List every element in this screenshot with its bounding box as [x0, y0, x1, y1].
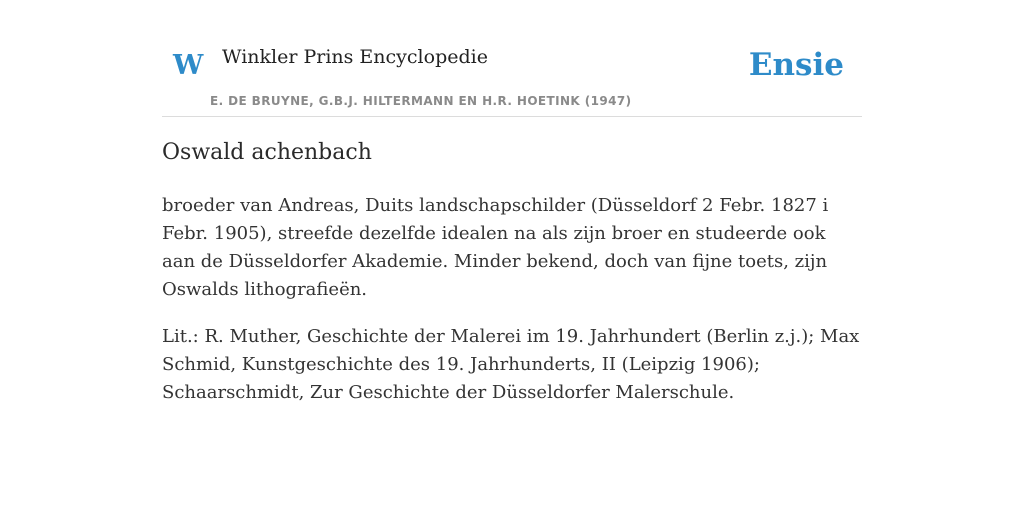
book-authors: E. DE BRUYNE, G.B.J. HILTERMANN EN H.R. HOETINK (1947) [210, 94, 632, 108]
entry-body [162, 192, 862, 426]
entry-title: Oswald achenbach [162, 140, 372, 165]
entry-paragraph-description: broeder van Andreas, Duits landschapschilder (Düsseldorf 2 Febr. 1827 i Febr. 1905), streefde dezelfde idealen na als zijn broer en studeerde ook aan de Düsseldorfer Akademie. Minder bekend, doch van fijne toets, zijn Oswalds lithografieën. [162, 195, 829, 300]
winkler-prins-logo[interactable]: W [173, 50, 204, 81]
page [162, 0, 862, 403]
header [162, 0, 862, 117]
book-title[interactable]: Winkler Prins Encyclopedie [222, 46, 488, 68]
entry-paragraph-literature: Lit.: R. Muther, Geschichte der Malerei im 19. Jahrhundert (Berlin z.j.); Max Schmid, Kunstgeschichte des 19. Jahrhunderts, II (Leipzig 1906); Schaarschmidt, Zur Geschichte der Düsseldorfer Malerschule. [162, 326, 860, 403]
ensie-logo[interactable]: Ensie [748, 47, 844, 83]
